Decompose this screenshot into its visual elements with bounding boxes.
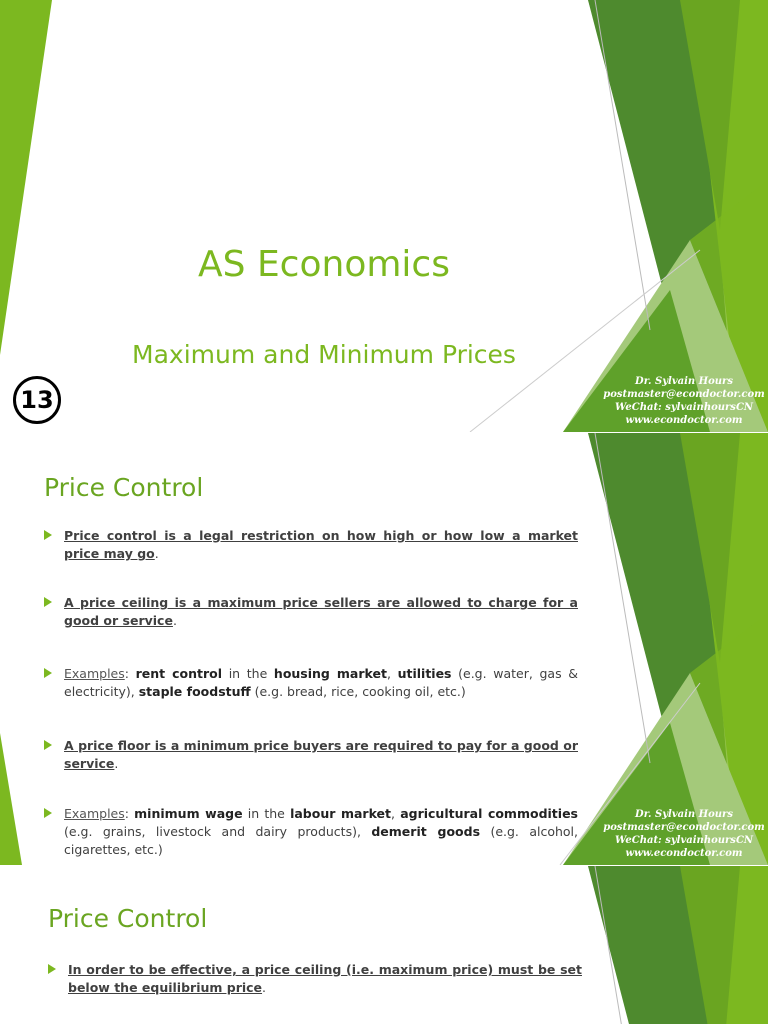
section-title: Price Control [48,904,208,933]
section-title: Price Control [44,473,204,502]
bullet-ceiling-effective: In order to be effective, a price ceiling (i.e. maximum price) must be set below the equilibrium price. [48,961,582,997]
contact-name: Dr. Sylvain Hours [635,809,733,820]
contact-website: www.econdoctor.com [625,415,743,426]
bullet-price-floor: A price floor is a minimum price buyers are required to pay for a good or service. [44,737,578,773]
contact-info [590,375,768,427]
contact-email: postmaster@econdoctor.com [603,389,765,400]
bullet-arrow-icon [48,964,56,974]
contact-info [590,808,768,860]
contact-wechat: WeChat: sylvainhoursCN [614,402,754,413]
bullet-floor-examples: Examples: minimum wage in the labour market, agricultural commodities (e.g. grains, livestock and dairy products), demerit goods (e.g. alcohol, cigarettes, etc.) [44,805,578,859]
lesson-number-badge: 13 [13,376,61,424]
bullet-price-control: Price control is a legal restriction on how high or how low a market price may go. [44,527,578,563]
subtitle: Maximum and Minimum Prices [132,340,516,369]
contact-name: Dr. Sylvain Hours [635,376,733,387]
bullet-arrow-icon [44,597,52,607]
contact-wechat: WeChat: sylvainhoursCN [614,835,754,846]
contact-email: postmaster@econdoctor.com [603,822,765,833]
slide-title [0,0,768,432]
slide-price-control-effective [0,866,768,1024]
bullet-arrow-icon [44,740,52,750]
bullet-arrow-icon [44,808,52,818]
bullet-arrow-icon [44,530,52,540]
contact-website: www.econdoctor.com [625,848,743,859]
slide-price-control [0,433,768,865]
bullet-arrow-icon [44,668,52,678]
bullet-ceiling-examples: Examples: rent control in the housing market, utilities (e.g. water, gas & electricity), staple foodstuff (e.g. bread, rice, cooking oil, etc.) [44,665,578,701]
bullet-price-ceiling: A price ceiling is a maximum price sellers are allowed to charge for a good or service. [44,594,578,630]
green-decoration-shapes [0,866,768,1024]
title: AS Economics [198,244,450,285]
